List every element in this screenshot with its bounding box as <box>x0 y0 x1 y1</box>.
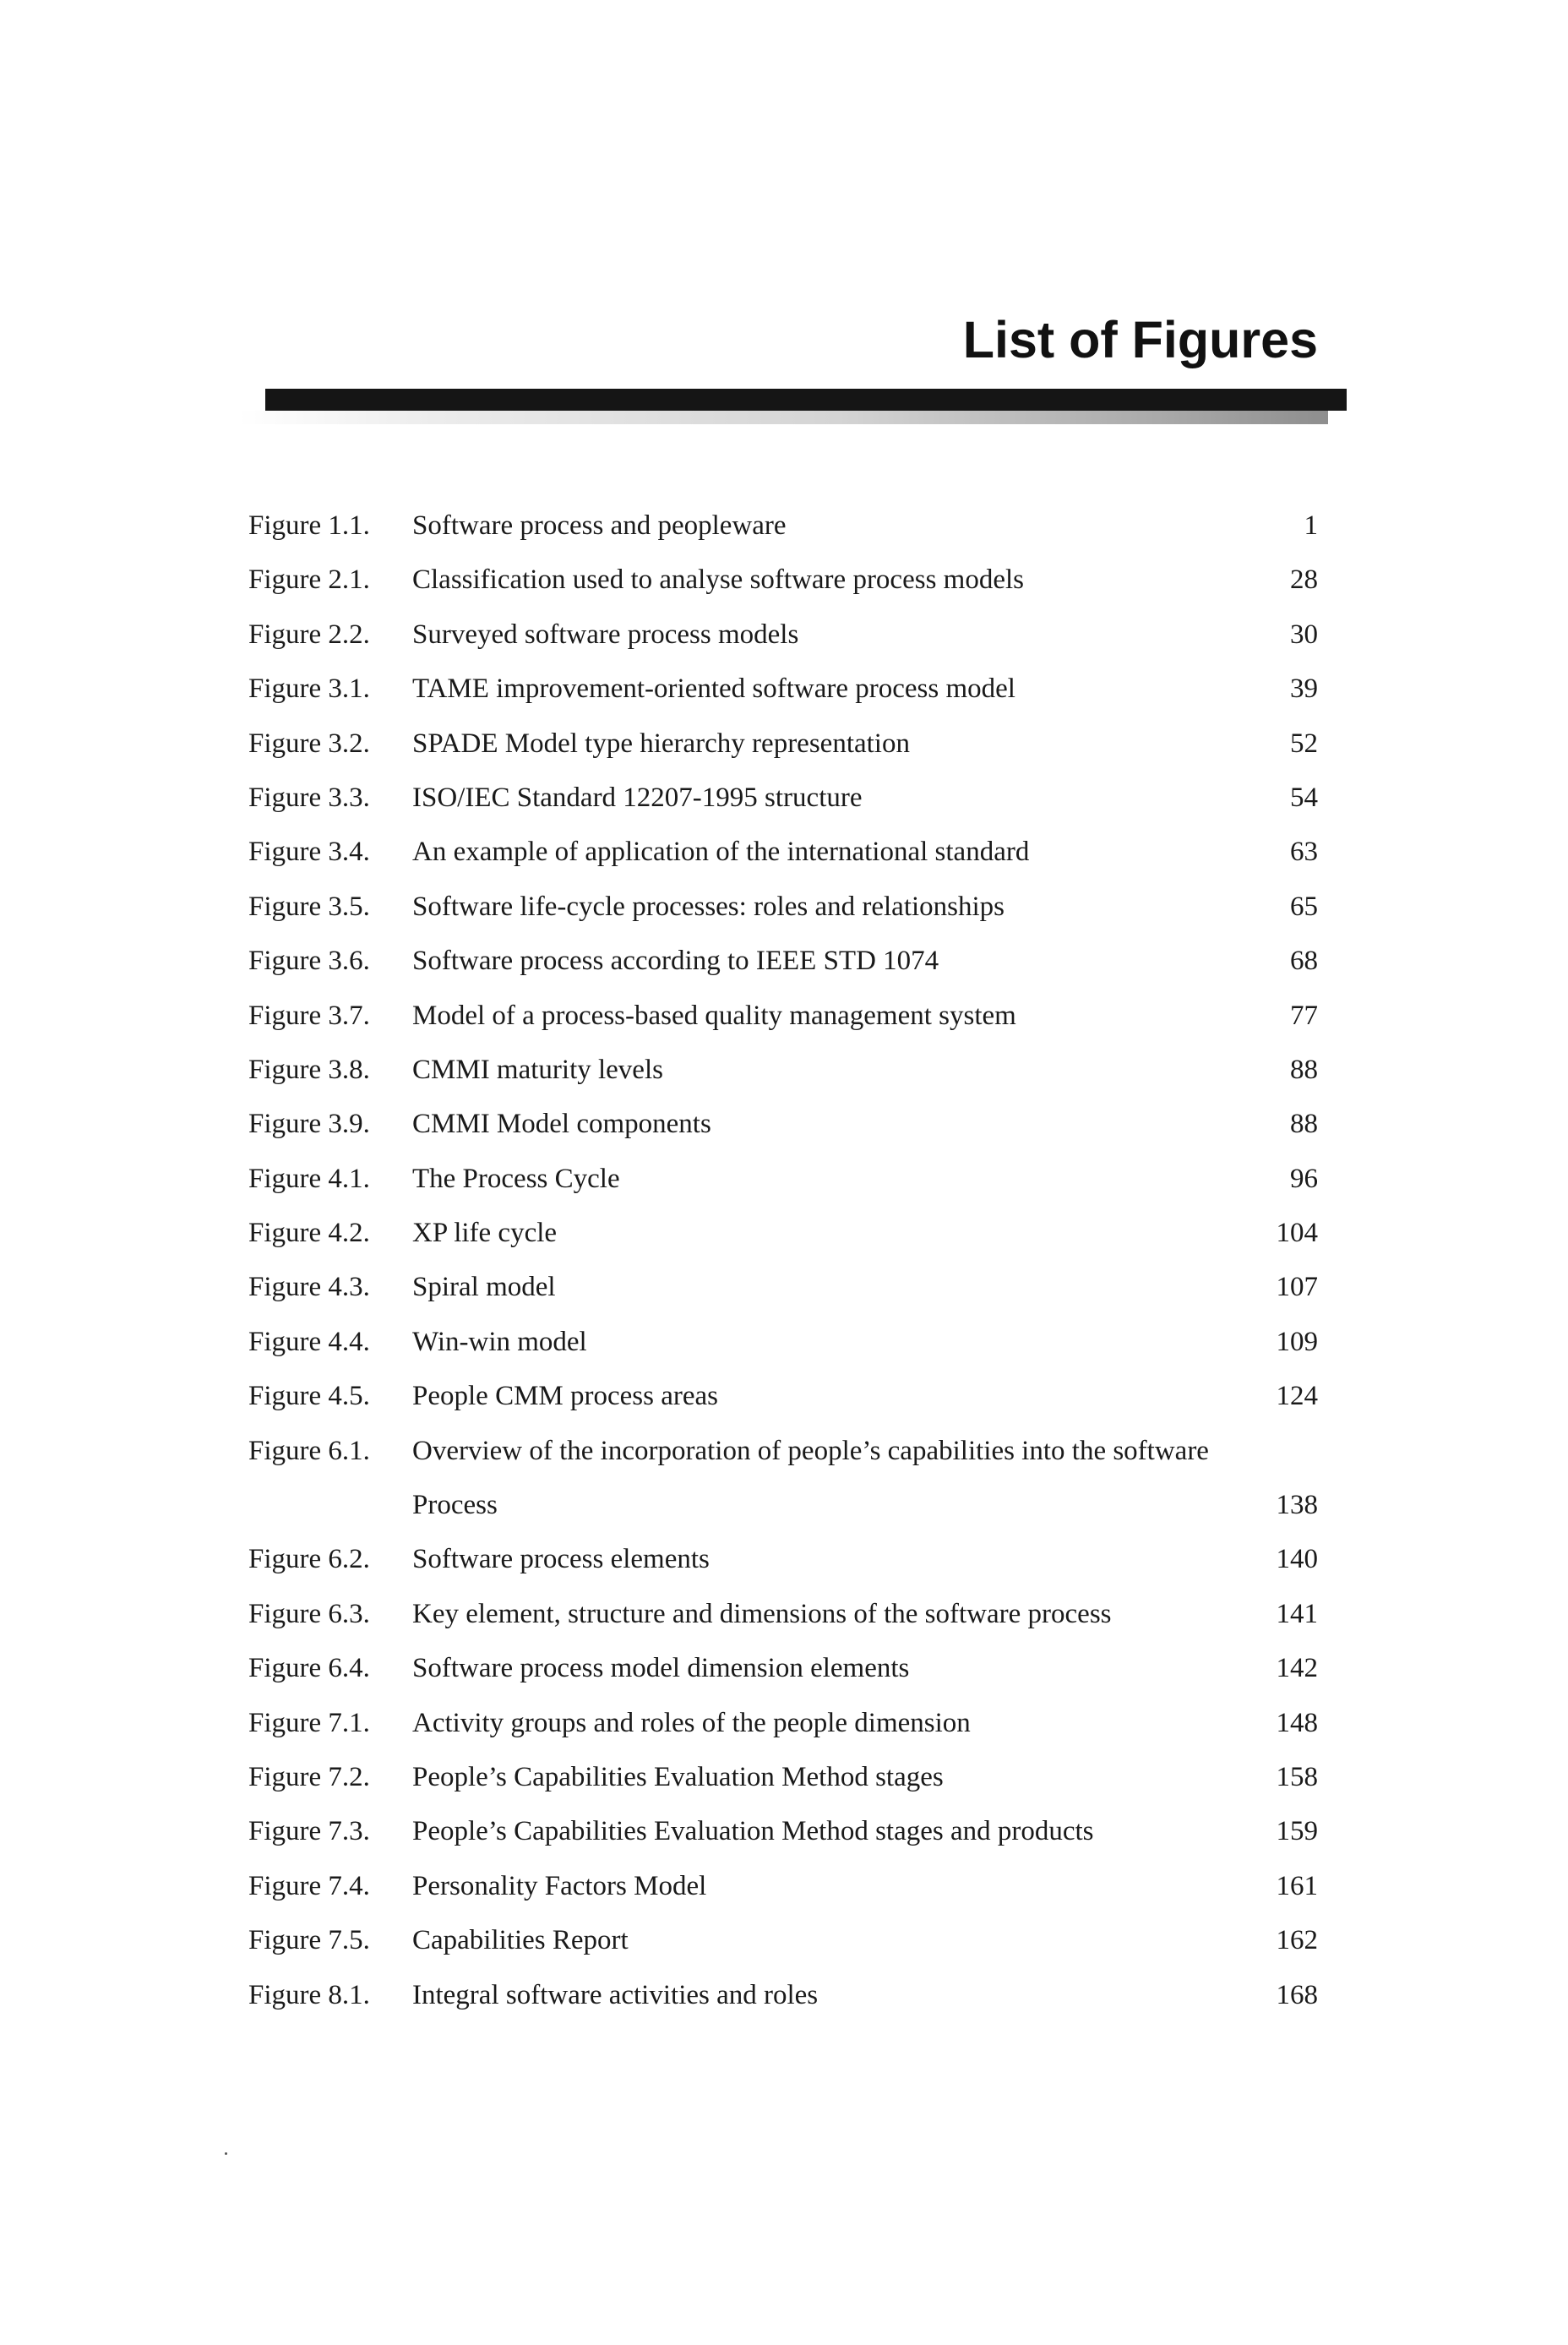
figure-number: Figure 3.6. <box>248 946 370 977</box>
figure-number: Figure 3.5. <box>248 891 370 922</box>
figure-page-number: 77 <box>1290 1000 1318 1031</box>
list-item <box>0 1532 1568 1586</box>
figure-number: Figure 4.5. <box>248 1381 370 1412</box>
list-item <box>0 1968 1568 2022</box>
figure-caption: Integral software activities and roles <box>412 1979 819 2010</box>
figure-page-number: 104 <box>1276 1218 1318 1249</box>
figure-page-number: 141 <box>1276 1598 1318 1629</box>
figure-number: Figure 3.3. <box>248 782 370 813</box>
figure-page-number: 39 <box>1290 674 1318 705</box>
figure-caption: CMMI maturity levels <box>412 1054 663 1085</box>
figure-caption: People CMM process areas <box>412 1381 719 1412</box>
list-item <box>0 1804 1568 1858</box>
figure-page-number: 88 <box>1290 1054 1318 1085</box>
list-item <box>0 1152 1568 1206</box>
figure-caption: The Process Cycle <box>412 1163 620 1194</box>
figure-page-number: 1 <box>1304 510 1318 541</box>
figure-number: Figure 7.3. <box>248 1816 370 1847</box>
figure-caption: People’s Capabilities Evaluation Method stages <box>412 1762 944 1792</box>
figure-page-number: 54 <box>1290 782 1318 813</box>
list-item <box>0 1315 1568 1369</box>
list-item <box>0 1587 1568 1641</box>
figure-caption: Classification used to analyse software process models <box>412 564 1024 596</box>
title-rule-gradient <box>238 411 1328 424</box>
figure-page-number: 28 <box>1290 564 1318 596</box>
figure-caption: Capabilities Report <box>412 1925 629 1956</box>
figure-page-number: 148 <box>1276 1707 1318 1738</box>
stray-dot <box>225 2152 227 2155</box>
list-item <box>0 717 1568 771</box>
figure-number: Figure 6.4. <box>248 1653 370 1684</box>
figure-caption: Overview of the incorporation of people’s capabilities into the software Process <box>412 1435 1209 1521</box>
figure-caption: Spiral model <box>412 1272 556 1303</box>
figure-page-number: 138 <box>1276 1490 1318 1521</box>
list-item <box>0 1043 1568 1097</box>
list-item <box>0 1913 1568 1967</box>
list-item <box>0 880 1568 934</box>
figure-caption: ISO/IEC Standard 12207-1995 structure <box>412 782 863 813</box>
figure-caption: Win-win model <box>412 1326 587 1357</box>
list-item <box>0 1641 1568 1695</box>
title-rule-bar <box>265 389 1347 411</box>
figure-caption: Personality Factors Model <box>412 1870 707 1901</box>
figure-number: Figure 3.4. <box>248 837 370 868</box>
figure-page-number: 142 <box>1276 1653 1318 1684</box>
list-item <box>0 662 1568 716</box>
figure-caption: People’s Capabilities Evaluation Method stages and products <box>412 1816 1094 1847</box>
figure-page-number: 68 <box>1290 946 1318 977</box>
figure-caption: Software process elements <box>412 1544 710 1575</box>
list-item <box>0 1750 1568 1804</box>
figure-number: Figure 7.5. <box>248 1925 370 1956</box>
figure-page-number: 63 <box>1290 837 1318 868</box>
list-item <box>0 608 1568 662</box>
figure-number: Figure 6.1. <box>248 1435 370 1466</box>
figure-page-number: 65 <box>1290 891 1318 922</box>
figure-list <box>0 499 1568 2022</box>
figure-number: Figure 1.1. <box>248 510 370 541</box>
figure-number: Figure 8.1. <box>248 1979 370 2010</box>
figure-number: Figure 4.2. <box>248 1218 370 1249</box>
figure-page-number: 96 <box>1290 1163 1318 1194</box>
list-item <box>0 1696 1568 1750</box>
figure-number: Figure 4.1. <box>248 1163 370 1194</box>
list-item <box>0 825 1568 879</box>
figure-number: Figure 3.2. <box>248 728 370 759</box>
title-rule <box>238 389 1347 443</box>
figure-caption: Software process according to IEEE STD 1074 <box>412 946 939 977</box>
figure-number: Figure 3.7. <box>248 1000 370 1031</box>
figure-number: Figure 7.4. <box>248 1870 370 1901</box>
figure-caption: TAME improvement-oriented software process model <box>412 674 1015 705</box>
list-item <box>0 1097 1568 1151</box>
figure-caption: CMMI Model components <box>412 1109 711 1140</box>
list-item <box>0 1369 1568 1423</box>
list-item <box>0 989 1568 1043</box>
list-item <box>0 771 1568 825</box>
list-item <box>0 1859 1568 1913</box>
list-item <box>0 934 1568 988</box>
figure-caption: Software process model dimension elements <box>412 1653 910 1684</box>
figure-caption: Activity groups and roles of the people dimension <box>412 1707 971 1738</box>
figure-number: Figure 2.1. <box>248 564 370 596</box>
list-item <box>0 553 1568 607</box>
figure-caption: Key element, structure and dimensions of the software process <box>412 1598 1112 1629</box>
figure-number: Figure 3.9. <box>248 1109 370 1140</box>
list-item <box>0 1206 1568 1260</box>
figure-page-number: 52 <box>1290 728 1318 759</box>
figure-caption: Software life-cycle processes: roles and relationships <box>412 891 1005 922</box>
list-item <box>0 1424 1568 1533</box>
figure-caption: Model of a process-based quality management system <box>412 1000 1016 1031</box>
figure-caption: An example of application of the international standard <box>412 837 1030 868</box>
page-title: List of Figures <box>962 311 1318 368</box>
figure-page-number: 168 <box>1276 1979 1318 2010</box>
figure-number: Figure 3.1. <box>248 674 370 705</box>
figure-page-number: 159 <box>1276 1816 1318 1847</box>
figure-page-number: 140 <box>1276 1544 1318 1575</box>
figure-number: Figure 6.3. <box>248 1598 370 1629</box>
figure-caption: Software process and peopleware <box>412 510 787 541</box>
figure-caption: XP life cycle <box>412 1218 558 1249</box>
figure-page-number: 30 <box>1290 619 1318 650</box>
figure-number: Figure 6.2. <box>248 1544 370 1575</box>
figure-number: Figure 7.1. <box>248 1707 370 1738</box>
list-item <box>0 1260 1568 1314</box>
figure-number: Figure 7.2. <box>248 1762 370 1792</box>
figure-page-number: 162 <box>1276 1925 1318 1956</box>
figure-caption: Surveyed software process models <box>412 619 799 650</box>
figure-page-number: 109 <box>1276 1326 1318 1357</box>
figure-number: Figure 4.3. <box>248 1272 370 1303</box>
figure-page-number: 161 <box>1276 1870 1318 1901</box>
figure-number: Figure 3.8. <box>248 1054 370 1085</box>
figure-number: Figure 4.4. <box>248 1326 370 1357</box>
figure-page-number: 158 <box>1276 1761 1318 1792</box>
figure-page-number: 88 <box>1290 1109 1318 1140</box>
figure-page-number: 124 <box>1276 1381 1318 1412</box>
figure-page-number: 107 <box>1276 1272 1318 1303</box>
list-item <box>0 499 1568 553</box>
figure-number: Figure 2.2. <box>248 619 370 650</box>
figure-caption: SPADE Model type hierarchy representation <box>412 728 910 759</box>
